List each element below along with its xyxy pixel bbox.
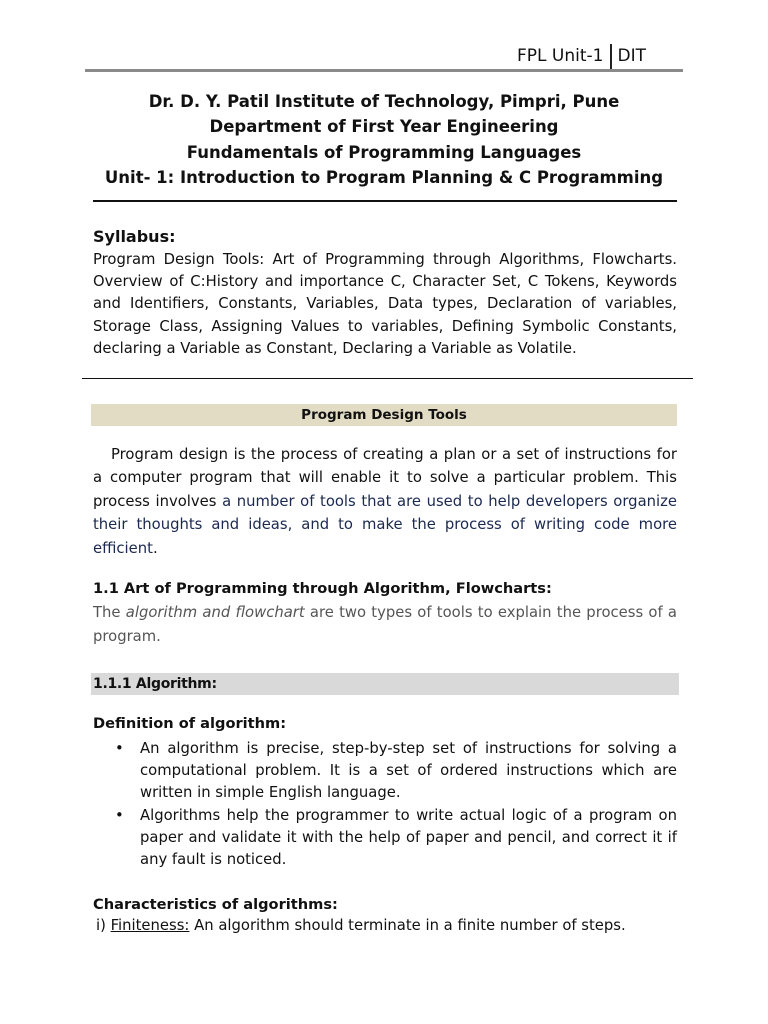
syllabus-body: Program Design Tools: Art of Programming through Algorithms, Flowcharts. Overview of C:History and importance C, Character Set, C Tokens, Keywords and Identifiers, Constants, Variables, Data types, Declaration of variables, Storage Class, Assigning Values to variables, Defining Symbolic Constants, declaring a Variable as Constant, Declaring a Variable as Volatile. <box>93 251 677 357</box>
bullet-icon: • <box>115 740 124 757</box>
characteristic-item <box>96 917 626 934</box>
section-1-1-prefix: The <box>93 604 126 621</box>
header-separator <box>610 44 612 70</box>
syllabus-heading: Syllabus: <box>93 227 176 246</box>
characteristic-number: i) <box>96 917 111 934</box>
section-1-1-emphasis: algorithm and flowchart <box>125 604 305 621</box>
bullet-text: An algorithm is precise, step-by-step set of instructions for solving a computational problem. It is a set of ordered instructions which are written in simple English language. <box>140 740 677 802</box>
header-unit-label: FPL Unit-1 <box>517 46 604 66</box>
intro-text-part3: . <box>152 539 158 557</box>
institute-name: Dr. D. Y. Patil Institute of Technology, Pimpri, Pune <box>148 92 620 111</box>
definition-heading: Definition of algorithm: <box>93 715 287 732</box>
title-block <box>93 89 675 190</box>
characteristics-heading: Characteristics of algorithms: <box>93 896 338 913</box>
unit-title: Unit- 1: Introduction to Program Planning & C Programming <box>104 167 664 187</box>
section-1-1-body <box>93 601 677 649</box>
intro-text-part1: Program design is the process of creating a plan or a set of instructions for a computer program that will enable it to solve a particular problem. This process involves <box>93 446 677 510</box>
program-design-tools-band: Program Design Tools <box>91 404 677 426</box>
header-institute-label: DIT <box>617 46 646 66</box>
section-1-1-suffix: are two types of tools to explain the process of a program. <box>93 604 677 645</box>
section-divider <box>82 378 693 379</box>
course-name: Fundamentals of Programming Languages <box>186 142 582 162</box>
department-name: Department of First Year Engineering <box>209 117 559 137</box>
characteristic-term: Finiteness: <box>110 917 190 934</box>
definition-bullet-list <box>93 738 677 871</box>
section-1-1-heading: 1.1 Art of Programming through Algorithm, Flowcharts: <box>93 580 552 597</box>
algorithm-section-band: 1.1.1 Algorithm: <box>91 673 679 695</box>
list-item <box>93 738 677 805</box>
bullet-text: Algorithms help the programmer to write actual logic of a program on paper and validate it with the help of paper and pencil, and correct it if any fault is noticed. <box>140 806 677 869</box>
page-header <box>517 43 646 69</box>
bullet-icon: • <box>115 806 124 824</box>
characteristic-text: An algorithm should terminate in a finite number of steps. <box>189 917 626 934</box>
list-item <box>93 805 677 872</box>
intro-text-part2: a number of tools that are used to help developers organize their thoughts and ideas, and to make the process of writing code more efficient <box>93 492 678 557</box>
program-design-intro <box>93 443 677 560</box>
title-rule <box>93 200 677 202</box>
header-rule <box>85 69 683 72</box>
